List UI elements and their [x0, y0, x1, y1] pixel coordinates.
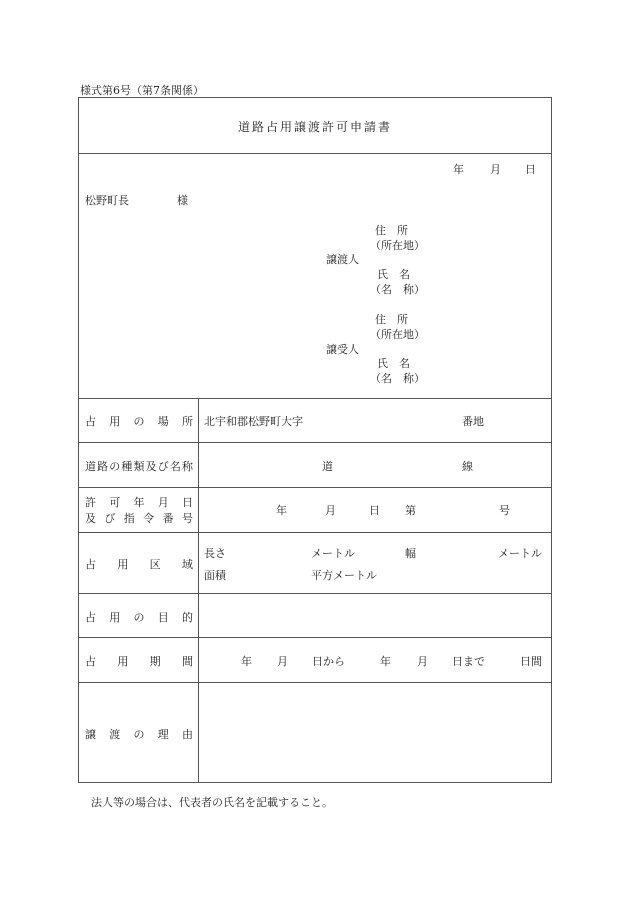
addressee-name: 松野町長	[85, 194, 129, 207]
transferor-role: 譲渡人	[326, 253, 359, 266]
permit-label-1	[85, 494, 193, 510]
period-from-day: 日から	[312, 655, 345, 668]
area-label-text: 占 用 区 域	[85, 558, 193, 571]
divider	[79, 487, 551, 488]
permit-label-2	[85, 510, 193, 526]
reason-label	[85, 726, 193, 742]
location-label	[85, 413, 193, 429]
road-type-line: 線	[462, 460, 473, 473]
location-suffix: 番地	[462, 415, 484, 428]
transferor-address-sub: （所在地）	[370, 239, 425, 252]
reason-label-text: 譲 渡 の 理 由	[85, 728, 193, 741]
divider	[79, 398, 551, 399]
period-from-year: 年	[241, 655, 252, 668]
area-length: 長さ	[204, 547, 226, 560]
permit-go: 号	[499, 504, 510, 517]
purpose-label	[85, 609, 193, 625]
footnote: 法人等の場合は、代表者の氏名を記載すること。	[91, 796, 333, 809]
divider	[79, 442, 551, 443]
date-year: 年	[453, 163, 464, 176]
divider	[79, 532, 551, 533]
transferee-role: 譲受人	[326, 343, 359, 356]
purpose-label-text: 占 用 の 目 的	[85, 611, 193, 624]
divider	[79, 637, 551, 638]
application-form	[78, 97, 552, 783]
transferor-address-label: 住 所	[375, 224, 408, 237]
permit-year: 年	[276, 504, 287, 517]
period-to-day: 日まで	[452, 655, 485, 668]
location-prefix: 北宇和郡松野町大字	[204, 415, 303, 428]
period-label	[85, 653, 193, 669]
period-to-year: 年	[380, 655, 391, 668]
divider	[79, 682, 551, 683]
area-meter-2: メートル	[498, 547, 542, 560]
permit-dai: 第	[405, 504, 416, 517]
period-from-month: 月	[277, 655, 288, 668]
form-id: 様式第6号（第7条関係）	[80, 84, 204, 97]
road-type-road: 道	[322, 460, 333, 473]
date-day: 日	[525, 163, 536, 176]
permit-label-2-text: 及 び 指 令 番 号	[85, 512, 193, 525]
date-month: 月	[490, 163, 501, 176]
transferor-name-label: 氏 名	[377, 268, 410, 281]
period-to-month: 月	[417, 655, 428, 668]
area-width: 幅	[405, 547, 416, 560]
permit-label-1-text: 許 可 年 月 日	[85, 496, 193, 509]
permit-month: 月	[325, 504, 336, 517]
divider	[79, 153, 551, 154]
addressee-honorific: 様	[177, 194, 188, 207]
transferee-name-label: 氏 名	[377, 357, 410, 370]
area-area: 面積	[204, 569, 226, 582]
transferee-name-sub: （名 称）	[370, 372, 425, 385]
area-sqm: 平方メートル	[311, 569, 377, 582]
road-type-label-text: 道 路 の 種 類 及 び 名 称	[85, 460, 193, 473]
column-divider	[198, 398, 199, 783]
divider	[79, 593, 551, 594]
transferee-address-label: 住 所	[375, 313, 408, 326]
period-label-text: 占 用 期 間	[85, 655, 193, 668]
transferee-address-sub: （所在地）	[370, 328, 425, 341]
area-label	[85, 556, 193, 572]
area-meter-1: メートル	[311, 547, 355, 560]
period-days: 日間	[520, 655, 542, 668]
transferor-name-sub: （名 称）	[370, 283, 425, 296]
form-title: 道路占用譲渡許可申請書	[237, 120, 392, 134]
road-type-label	[85, 458, 193, 474]
permit-day: 日	[369, 504, 380, 517]
location-label-text: 占 用 の 場 所	[85, 415, 193, 428]
